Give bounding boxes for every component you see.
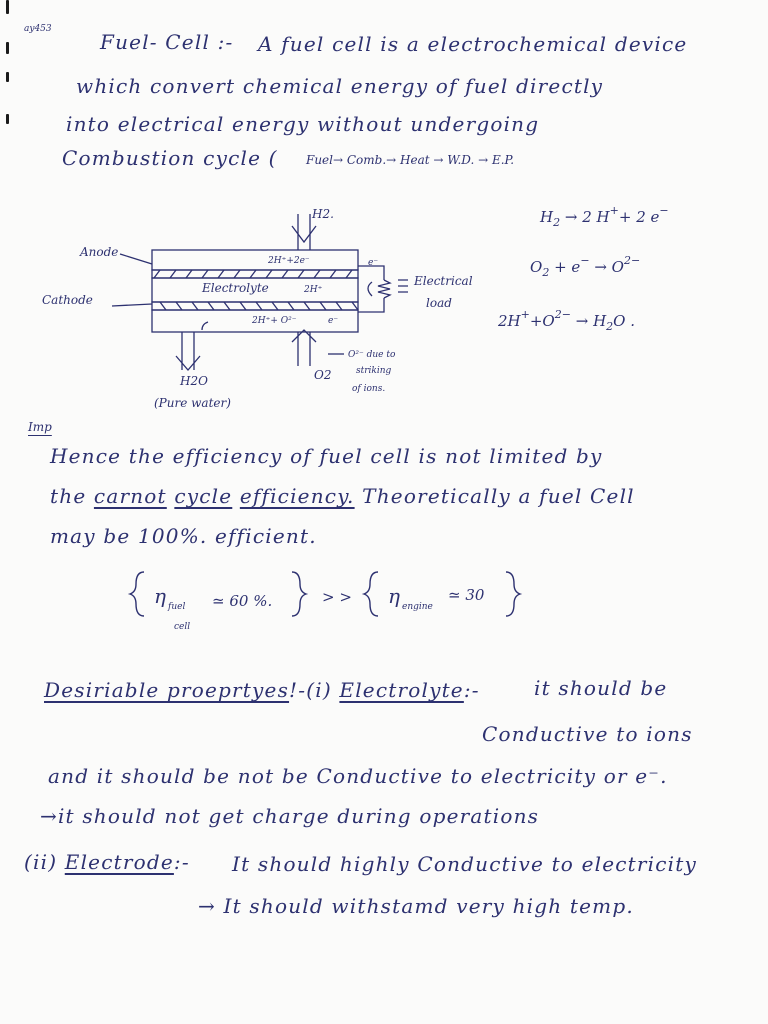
- pure-water-label: (Pure water): [154, 396, 231, 410]
- important-line-2-efficiency: efficiency.: [239, 484, 355, 508]
- important-line-1: Hence the efficiency of fuel cell is not limited by: [50, 444, 603, 468]
- eta-fuel-value: ≃ 60 %.: [212, 592, 273, 610]
- electrolyte-property-1: it should be: [534, 676, 668, 700]
- combustion-flow: Fuel→ Comb.→ Heat → W.D. → E.P.: [306, 153, 515, 167]
- important-line-2-the: the: [50, 484, 87, 508]
- electrolyte-property-2: Conductive to ions: [482, 722, 693, 746]
- important-tag: Imp: [28, 420, 52, 434]
- electrolyte-heading-tail: :-: [463, 678, 480, 702]
- page-number: ay453: [24, 24, 52, 34]
- electron-top-label: e⁻: [368, 258, 379, 268]
- reaction-3-oxide-charge: 2−: [554, 308, 571, 321]
- properties-heading: Desiriable proeprtyes: [44, 678, 290, 702]
- electrode-number: (ii): [24, 850, 58, 874]
- reaction-3-hydrogen-charge: +: [520, 308, 530, 321]
- electrolyte-ion: 2H⁺: [304, 285, 323, 295]
- electrolyte-heading: Electrolyte: [339, 678, 464, 702]
- electrode-heading-tail: :-: [173, 850, 190, 874]
- reaction-3-hydrogen: 2H: [498, 312, 521, 330]
- eta-fuel-subscript-2: cell: [174, 622, 191, 632]
- electrical-load-label-2: load: [426, 296, 452, 310]
- o2-note-line-1: O²⁻ due to: [348, 350, 396, 360]
- reaction-2-electron-charge: −: [580, 254, 590, 267]
- electrolyte-property-4: →it should not get charge during operations: [40, 804, 540, 828]
- cathode-ions: 2H⁺+ O²⁻: [252, 316, 297, 326]
- eta-fuel-subscript: fuel: [168, 602, 186, 612]
- reaction-3-arrow: →: [575, 312, 589, 330]
- reaction-1-electrons: + 2 e: [618, 208, 660, 226]
- much-greater-than: > >: [322, 588, 352, 606]
- reaction-2-product-charge: 2−: [623, 254, 641, 267]
- o2-note-line-2: striking: [356, 366, 392, 376]
- intro-line-1: A fuel cell is a electrochemical device: [258, 32, 688, 56]
- reaction-2-product: O: [611, 258, 624, 276]
- eta-fuel-symbol: η: [154, 584, 168, 608]
- anode-label: Anode: [80, 245, 119, 259]
- reaction-1-electron-charge: −: [659, 204, 669, 217]
- electrolyte-property-3: and it should be not be Conductive to electricity or e⁻.: [48, 764, 668, 788]
- reaction-3-product: H: [593, 312, 607, 330]
- reaction-2-reactant-subscript: 2: [542, 266, 550, 279]
- reaction-2-reactant: O: [530, 258, 543, 276]
- reaction-3-oxide: +O: [529, 312, 555, 330]
- reaction-2-electron: + e: [554, 258, 581, 276]
- electrode-property-1: It should highly Conductive to electricity: [232, 852, 697, 876]
- eta-engine-symbol: η: [388, 584, 402, 608]
- important-line-3: may be 100%. efficient.: [50, 524, 317, 548]
- reaction-1-product: 2 H: [582, 208, 610, 226]
- electron-bottom-label: e⁻: [328, 316, 339, 326]
- electrode-property-2: → It should withstamd very high temp.: [198, 894, 634, 918]
- fuel-cell-heading: Fuel- Cell :-: [100, 30, 234, 54]
- intro-line-2: which convert chemical energy of fuel directly: [76, 74, 604, 98]
- anode-ions: 2H⁺+2e⁻: [268, 256, 310, 266]
- electrode-heading: Electrode: [64, 850, 174, 874]
- intro-line-4: Combustion cycle (: [62, 146, 278, 170]
- eta-engine-value: ≃ 30: [448, 586, 485, 604]
- electrolyte-label: Electrolyte: [202, 281, 269, 295]
- properties-heading-line: [44, 678, 480, 702]
- h2-inlet-label: H2.: [312, 207, 334, 221]
- o2-inlet-label: O2: [314, 368, 332, 382]
- properties-heading-tail: !-(i): [289, 678, 332, 702]
- o2-note-line-3: of ions.: [352, 384, 386, 394]
- important-line-2-carnot: carnot: [93, 484, 167, 508]
- reaction-1-product-charge: +: [609, 204, 619, 217]
- reaction-3-product-subscript: 2: [606, 320, 614, 333]
- electrode-heading-line: [24, 850, 190, 874]
- reaction-1-reactant-subscript: 2: [553, 216, 561, 229]
- intro-line-3: into electrical energy without undergoing: [66, 112, 540, 136]
- eta-engine-subscript: engine: [402, 602, 433, 612]
- reaction-3-product-tail: O .: [613, 312, 636, 330]
- reaction-2-arrow: →: [594, 258, 607, 276]
- reaction-1-reactant: H: [540, 208, 554, 226]
- h2o-outlet-label: H2O: [180, 374, 208, 388]
- reaction-1-arrow: →: [564, 208, 578, 226]
- important-line-2-cycle: cycle: [174, 484, 233, 508]
- electrical-load-label-1: Electrical: [414, 274, 473, 288]
- important-line-2-rest: Theoretically a fuel Cell: [362, 484, 635, 508]
- cathode-label: Cathode: [42, 293, 93, 307]
